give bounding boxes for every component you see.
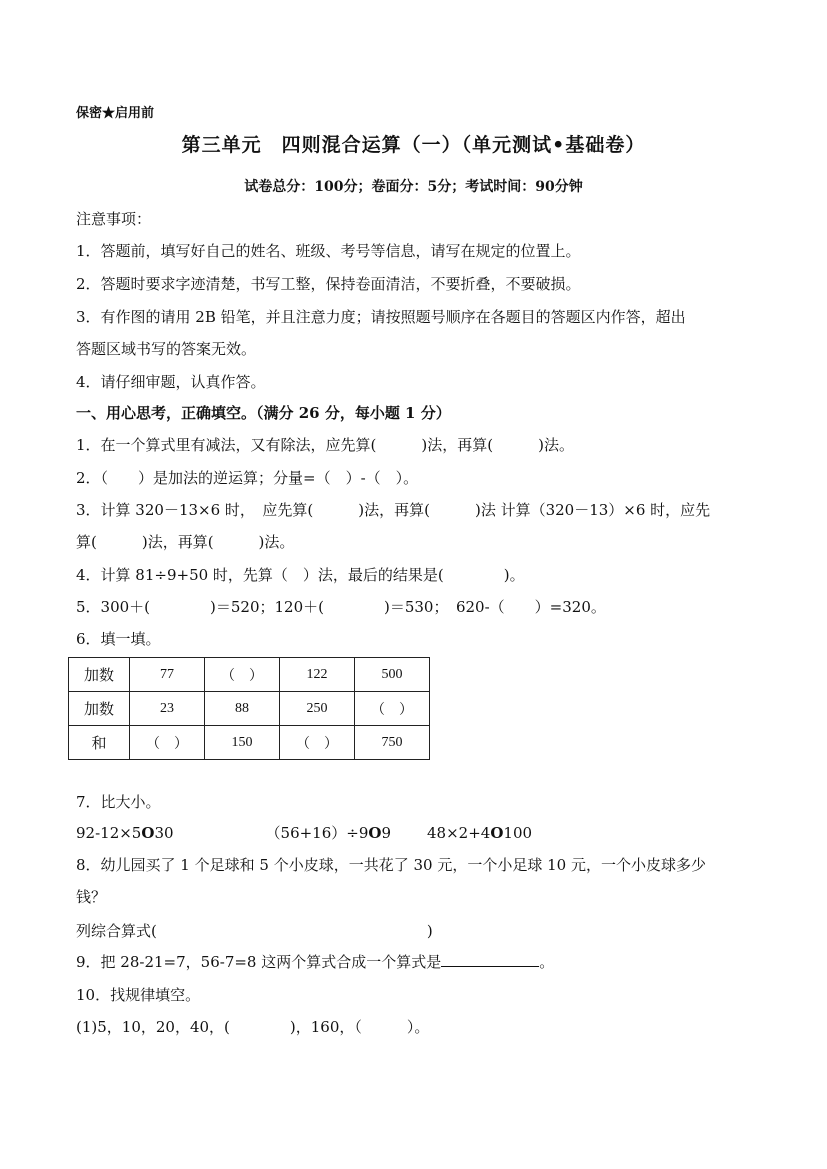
compare-right: 9 bbox=[381, 824, 392, 842]
table-cell: 750 bbox=[355, 726, 430, 760]
compare-right: 30 bbox=[154, 824, 174, 842]
confidential-label: 保密★启用前 bbox=[76, 106, 155, 121]
question-3: 3．计算 320－13×6 时， 应先算( )法，再算( )法 计算（320－13）×6 时，应先 bbox=[76, 501, 711, 519]
note-item: 答题区域书写的答案无效。 bbox=[76, 340, 257, 358]
question-6: 6．填一填。 bbox=[76, 630, 161, 648]
question-9 bbox=[76, 951, 554, 972]
table-cell: 加数 bbox=[69, 692, 130, 726]
question-8: 8．幼儿园买了 1 个足球和 5 个小皮球，一共花了 30 元，一个小足球 10 元，一个小皮球多少 bbox=[76, 856, 706, 874]
question-4: 4．计算 81÷9+50 时，先算（ ）法，最后的结果是( )。 bbox=[76, 566, 525, 584]
question-1: 1．在一个算式里有减法，又有除法，应先算( )法，再算( )法。 bbox=[76, 436, 574, 454]
table-row bbox=[69, 692, 430, 726]
notes-heading: 注意事项： bbox=[76, 210, 152, 228]
table-cell: （ ） bbox=[130, 726, 205, 760]
question-7: 7．比大小。 bbox=[76, 793, 161, 811]
compare-circle: O bbox=[490, 824, 504, 842]
question-9-text: 9．把 28-21=7，56-7=8 这两个算式合成一个算式是 bbox=[76, 953, 442, 971]
question-2: 2．（ ）是加法的逆运算；分量=（ ）-（ ）。 bbox=[76, 469, 419, 487]
compare-row bbox=[76, 822, 532, 843]
note-item: 1．答题前，填写好自己的姓名、班级、考号等信息，请写在规定的位置上。 bbox=[76, 242, 581, 260]
table-cell: （ ） bbox=[280, 726, 355, 760]
note-item: 2．答题时要求字迹清楚，书写工整，保持卷面清洁，不要折叠，不要破损。 bbox=[76, 275, 581, 293]
question-10: 10．找规律填空。 bbox=[76, 986, 201, 1004]
note-item: 4．请仔细审题，认真作答。 bbox=[76, 373, 266, 391]
question-10-1: (1)5，10，20，40，( )，160，（ ）。 bbox=[76, 1018, 430, 1036]
table-cell: 500 bbox=[355, 658, 430, 692]
note-item: 3．有作图的请用 2B 铅笔，并且注意力度；请按照题号顺序在各题目的答题区内作答，超出 bbox=[76, 308, 686, 326]
table-cell: 250 bbox=[280, 692, 355, 726]
addition-table bbox=[68, 657, 430, 760]
table-cell: 和 bbox=[69, 726, 130, 760]
answer-blank bbox=[441, 965, 539, 967]
question-3-cont: 算( )法，再算( )法。 bbox=[76, 533, 295, 551]
table-cell: 150 bbox=[205, 726, 280, 760]
question-8-answer: 列综合算式( ) bbox=[76, 922, 433, 940]
question-8-cont: 钱？ bbox=[76, 888, 107, 906]
section-heading: 一、用心思考，正确填空。（满分 26 分，每小题 1 分） bbox=[76, 404, 451, 422]
table-row bbox=[69, 726, 430, 760]
table-cell: （ ） bbox=[355, 692, 430, 726]
compare-left: 92-12×5 bbox=[76, 824, 142, 842]
compare-circle: O bbox=[141, 824, 155, 842]
table-cell: 77 bbox=[130, 658, 205, 692]
compare-left: （56+16）÷9 bbox=[265, 824, 369, 842]
exam-info: 试卷总分：100分；卷面分：5分；考试时间：90分钟 bbox=[244, 179, 583, 195]
table-cell: 加数 bbox=[69, 658, 130, 692]
compare-left: 48×2+4 bbox=[427, 824, 491, 842]
question-9-end: 。 bbox=[539, 953, 555, 971]
table-cell: 23 bbox=[130, 692, 205, 726]
table-cell: 88 bbox=[205, 692, 280, 726]
compare-circle: O bbox=[368, 824, 382, 842]
compare-right: 100 bbox=[503, 824, 533, 842]
table-cell: （ ） bbox=[205, 658, 280, 692]
table-row bbox=[69, 658, 430, 692]
page-title: 第三单元 四则混合运算（一）（单元测试•基础卷） bbox=[181, 134, 646, 156]
question-5: 5．300＋( )＝520；120＋( )＝530； 620-（ ）=320。 bbox=[76, 598, 606, 616]
table-cell: 122 bbox=[280, 658, 355, 692]
